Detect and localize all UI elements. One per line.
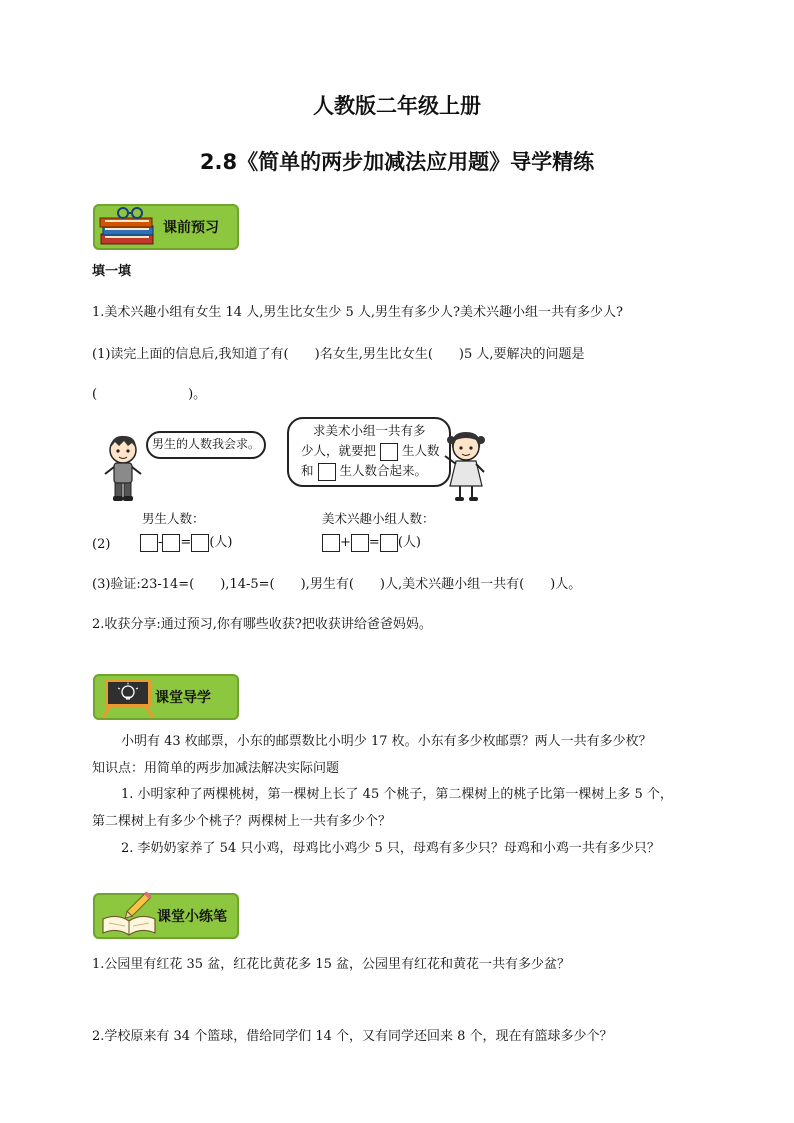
page-title: 人教版二年级上册	[313, 94, 481, 118]
section-badge-practice	[93, 893, 239, 939]
answer-box[interactable]	[322, 534, 340, 552]
answer-box[interactable]	[380, 534, 398, 552]
section-title-guide: 课堂导学	[155, 690, 211, 706]
section-badge-preview	[93, 204, 239, 250]
boy-illustration	[102, 434, 144, 504]
knowledge-point: 知识点：用简单的两步加减法解决实际问题	[92, 761, 340, 776]
blank-box	[380, 443, 398, 461]
label-boys-count: 男生人数：	[142, 511, 205, 526]
practice-1-line-2: 第二棵树上有多少个桃子？两棵树上一共有多少个？	[92, 814, 392, 829]
fill-heading: 填一填	[92, 264, 132, 279]
blank-box	[318, 463, 336, 481]
question-1: 1.美术兴趣小组有女生 14 人,男生比女生少 5 人,男生有多少人?美术兴趣小组一共有多少人?	[92, 305, 623, 320]
example-problem: 小明有 43 枚邮票，小东的邮票数比小明少 17 枚。小东有多少枚邮票？两人一共有多少枚？	[121, 734, 652, 749]
equation-total: + = (人)	[322, 531, 421, 552]
question-1-part-1b: ( )。	[92, 387, 207, 402]
section-badge-guide	[93, 674, 239, 720]
section-title-practice: 课堂小练笔	[157, 909, 227, 925]
boy-speech-bubble	[146, 431, 266, 459]
boy-speech-text: 男生的人数我会求。	[152, 437, 261, 451]
question-1-part-3: (3)验证:23-14=( ),14-5=( ),男生有( )人,美术兴趣小组一共有( )人。	[92, 577, 582, 592]
answer-box[interactable]	[162, 534, 180, 552]
practice-1-line-1: 1. 小明家种了两棵桃树，第一棵树上长了 45 个桃子，第二棵树上的桃子比第一棵树上多 5 个，	[121, 787, 673, 802]
chalkboard-icon	[99, 676, 159, 720]
question-1-part-2: (2)	[92, 537, 111, 552]
question-1-part-1a: (1)读完上面的信息后,我知道了有( )名女生,男生比女生( )5 人,要解决的问题是	[92, 347, 585, 362]
book-pencil-icon	[97, 889, 161, 939]
equation-boys: - = (人)	[140, 531, 232, 552]
girl-speech-bubble	[287, 417, 451, 487]
answer-box[interactable]	[140, 534, 158, 552]
exercise-2: 2.学校原来有 34 个篮球，借给同学们 14 个，又有同学还回来 8 个，现在有篮球多少个？	[92, 1029, 613, 1044]
answer-box[interactable]	[191, 534, 209, 552]
label-group-total: 美术兴趣小组人数：	[322, 511, 435, 526]
exercise-1: 1.公园里有红花 35 盆，红花比黄花多 15 盆，公园里有红花和黄花一共有多少盆？	[92, 957, 571, 972]
section-title-preview: 课前预习	[163, 220, 219, 236]
page-subtitle: 2.8《简单的两步加减法应用题》导学精练	[199, 150, 595, 174]
practice-2: 2. 李奶奶家养了 54 只小鸡，母鸡比小鸡少 5 只，母鸡有多少只？母鸡和小鸡一共有多少只？	[121, 841, 660, 856]
books-icon	[97, 204, 163, 250]
girl-speech-line-3: 和 生人数合起来。	[301, 461, 449, 481]
girl-speech-line-1: 求美术小组一共有多	[313, 423, 426, 438]
question-2: 2.收获分享:通过预习,你有哪些收获?把收获讲给爸爸妈妈。	[92, 617, 432, 632]
answer-box[interactable]	[351, 534, 369, 552]
girl-illustration	[442, 430, 488, 504]
girl-speech-line-2: 少人，就要把 生人数	[301, 441, 449, 461]
